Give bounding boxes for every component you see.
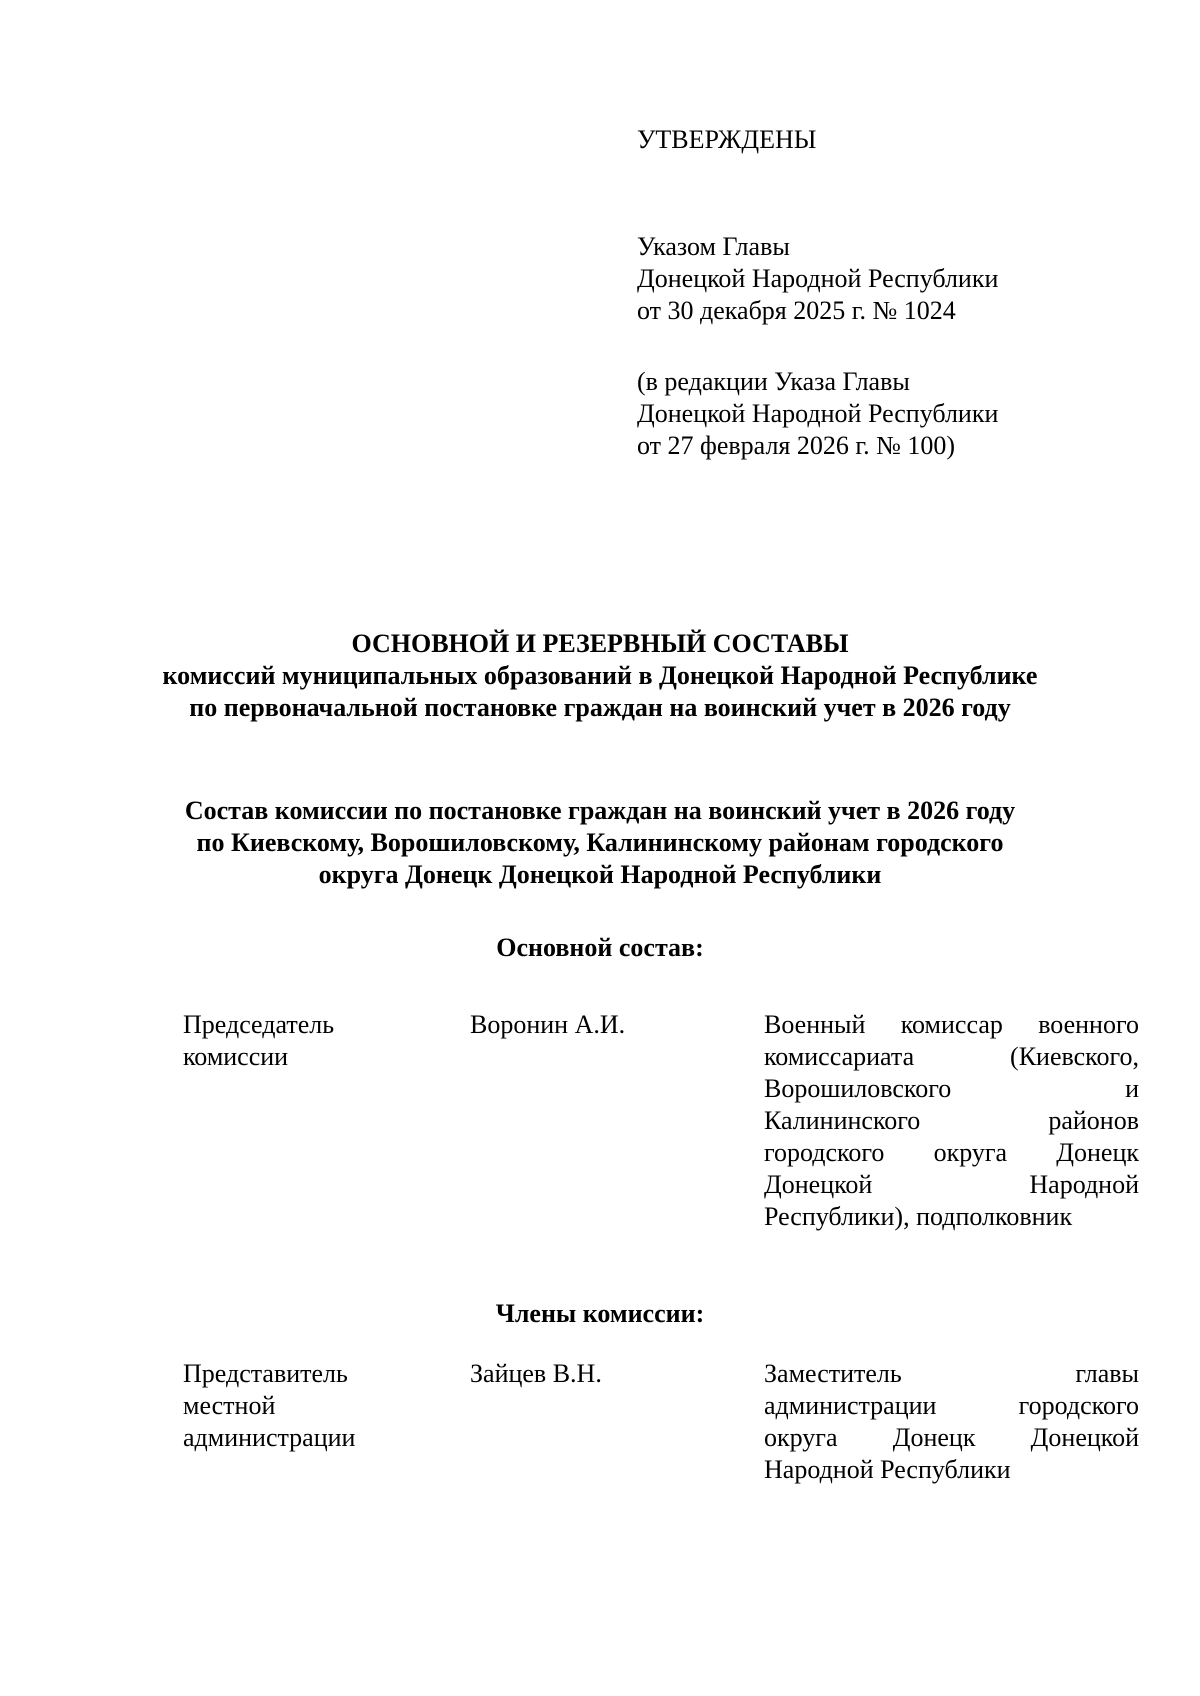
approval-decree — [637, 231, 1097, 327]
commission-title-line: по Киевскому, Ворошиловскому, Калининскому районам городского — [196, 828, 1004, 857]
members-label: Члены комиссии: — [495, 1299, 705, 1328]
document-subtitle-line: комиссий муниципальных образований в Донецкой Народной Республике — [162, 661, 1038, 690]
member-role-line: Председатель — [183, 1010, 335, 1039]
member-position-line: Донецкой Народной — [764, 1170, 1139, 1199]
decree-line: Донецкой Народной Республики — [637, 264, 999, 293]
revision-line: (в редакции Указа Главы — [637, 367, 910, 396]
member-position-line: городского округа Донецк — [764, 1138, 1139, 1167]
approval-title: УТВЕРЖДЕНЫ — [637, 125, 817, 154]
member-role-line: местной — [183, 1391, 276, 1420]
document-subtitle-line: по первоначальной постановке граждан на воинский учет в 2026 году — [189, 693, 1011, 722]
document-heading — [0, 628, 1200, 724]
decree-line: Указом Главы — [637, 232, 790, 261]
member-role-line: администрации — [183, 1423, 356, 1452]
member-role — [183, 1009, 433, 1073]
member-position-line: комиссариата (Киевского, — [764, 1042, 1139, 1071]
main-composition-label: Основной состав: — [496, 933, 704, 962]
member-name: Зайцев В.Н. — [470, 1359, 602, 1388]
commission-title-line: Состав комиссии по постановке граждан на воинский учет в 2026 году — [184, 796, 1016, 825]
approval-stamp — [637, 124, 1097, 462]
member-role-line: комиссии — [183, 1042, 289, 1071]
decree-line: от 30 декабря 2025 г. № 1024 — [637, 296, 956, 325]
member-role-line: Представитель — [183, 1359, 348, 1388]
revision-line: Донецкой Народной Республики — [637, 399, 999, 428]
member-position-line: администрации городского — [764, 1391, 1139, 1420]
member-position-line: округа Донецк Донецкой — [764, 1423, 1139, 1452]
member-position — [764, 1358, 1139, 1486]
member-position-line: Военный комиссар военного — [764, 1010, 1139, 1039]
member-position-line: Ворошиловского и — [764, 1074, 1139, 1103]
member-position-line: Народной Республики — [764, 1455, 1011, 1484]
member-position-line: Калининского районов — [764, 1106, 1139, 1135]
member-name: Воронин А.И. — [470, 1010, 626, 1039]
document-title: ОСНОВНОЙ И РЕЗЕРВНЫЙ СОСТАВЫ — [351, 629, 849, 658]
commission-title — [0, 795, 1200, 891]
member-role — [183, 1358, 433, 1454]
member-position — [764, 1009, 1139, 1233]
approval-revision — [637, 366, 1097, 462]
member-position-line: Республики), подполковник — [764, 1202, 1073, 1231]
commission-title-line: округа Донецк Донецкой Народной Республики — [318, 860, 882, 889]
revision-line: от 27 февраля 2026 г. № 100) — [637, 431, 956, 460]
member-position-line: Заместитель главы — [764, 1359, 1139, 1388]
